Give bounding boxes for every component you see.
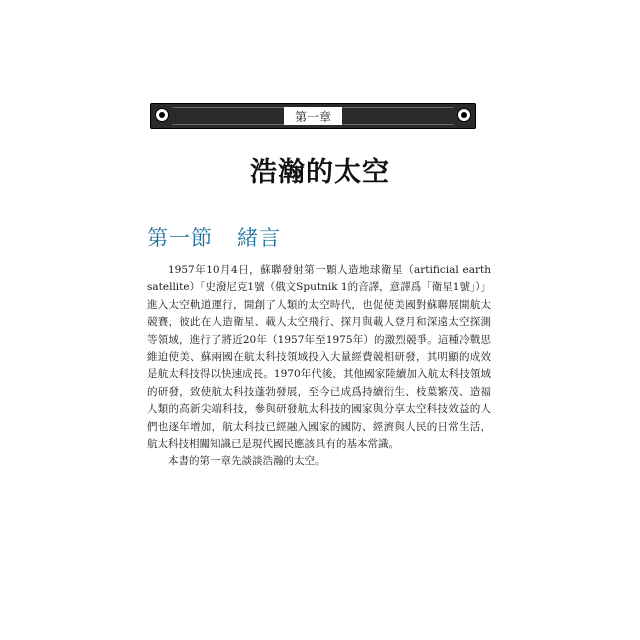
chapter-title: 浩瀚的太空 bbox=[250, 157, 390, 188]
body-text bbox=[147, 262, 491, 471]
section-number: 第一節 bbox=[147, 226, 213, 250]
paragraph: 1957年10月4日，蘇聯發射第一顆人造地球衛星（artificial earth satellite）「史潑尼克1號（俄文Sputnik 1的音譯，意譯爲「衛星1號」）」進入太空軌道運行，開創了人類的太空時代，也促使美國對蘇聯展開航太競賽，彼此在人造衛星、載人太空飛行、探月與載人登月和深遠太空探測等領域，進行了將近20年（1957年至1975年）的激烈競爭。這種冷戰思維迫使美、蘇兩國在航太科技領域投入大量經費競相研發，其明顯的成效是航太科技得以快速成長。1970年代後，其他國家陸續加入航太科技領域的研發，致使航太科技蓬勃發展，至今已成爲持續衍生、枝葉繁茂、造福人類的高新尖端科技，參與研發航太科技的國家與分享太空科技效益的人們也逐年增加，航太科技已經融入國家的國防、經濟與人民的日常生活，航太科技相關知識已是現代國民應該具有的基本常識。 bbox=[147, 264, 491, 451]
section-title: 緒言 bbox=[237, 226, 281, 250]
ring-icon-right bbox=[457, 108, 471, 122]
chapter-label: 第一章 bbox=[284, 107, 342, 125]
ring-icon-left bbox=[155, 108, 169, 122]
paragraph: 本書的第一章先談談浩瀚的太空。 bbox=[168, 455, 326, 468]
section-heading bbox=[147, 222, 281, 252]
chapter-banner bbox=[150, 103, 476, 129]
